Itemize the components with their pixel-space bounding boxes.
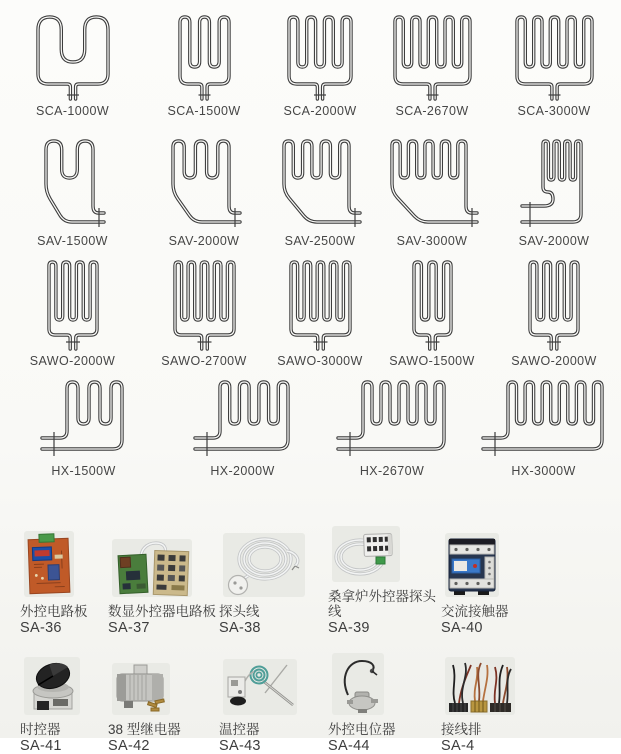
heater-model-label: SAV-3000W [396, 234, 468, 248]
heater-item [167, 370, 318, 478]
component-code-label: SA-38 [219, 620, 261, 636]
controller-probe-cable-image [332, 526, 400, 582]
component-row-1 [0, 502, 621, 636]
component-item [20, 502, 108, 636]
heater-item [263, 252, 377, 368]
heater-item [377, 126, 487, 248]
component-photo [445, 657, 515, 715]
heater-row-sav [0, 126, 621, 252]
heater-item [0, 126, 145, 248]
heater-model-label: SCA-2000W [283, 104, 357, 118]
heater-item [377, 252, 487, 368]
heater-item [487, 6, 621, 118]
heater-model-label: SCA-2670W [395, 104, 469, 118]
component-section [0, 480, 621, 754]
component-item [108, 636, 219, 754]
component-photo [24, 531, 74, 597]
heater-model-label: SAV-2000W [518, 234, 590, 248]
component-code-label: SA-44 [328, 738, 370, 754]
component-photo [24, 657, 80, 715]
heater-item [487, 126, 621, 248]
component-code-label: SA-39 [328, 620, 370, 636]
component-item [328, 636, 441, 754]
component-name-label: 接线排 [441, 722, 482, 737]
heater-model-label: HX-2000W [210, 464, 275, 478]
component-name-label: 38 型继电器 [108, 722, 181, 737]
heating-element-drawing [45, 258, 101, 350]
heater-model-label: SAWO-2000W [29, 354, 116, 368]
component-name-label: 时控器 [20, 722, 61, 737]
heater-item [263, 126, 377, 248]
heating-element-drawing [521, 136, 587, 230]
heating-element-drawing [526, 258, 582, 350]
heater-model-label: SAWO-1500W [389, 354, 475, 368]
heating-element-drawing [194, 378, 292, 460]
relay-image [112, 663, 170, 715]
ac-contactor-image [445, 533, 499, 597]
component-item [219, 502, 328, 636]
heater-model-label: HX-1500W [51, 464, 116, 478]
component-name-label: 外控电位器 [328, 722, 396, 737]
heater-row-hx [0, 370, 621, 480]
heater-model-label: SAWO-2700W [161, 354, 247, 368]
component-name-label: 交流接触器 [441, 604, 509, 619]
heating-element-drawing [511, 12, 598, 100]
component-row-2 [0, 636, 621, 754]
heater-model-label: HX-3000W [511, 464, 576, 478]
heater-item [318, 370, 466, 478]
heater-model-label: SCA-3000W [517, 104, 591, 118]
heating-element-drawing [31, 12, 115, 100]
heating-element-drawing [41, 136, 105, 230]
heater-item [145, 126, 263, 248]
component-photo [332, 653, 384, 715]
heater-item [0, 252, 145, 368]
heater-row-sawo [0, 252, 621, 370]
heating-element-drawing [389, 12, 476, 100]
component-item [328, 502, 441, 636]
heating-element-drawing [337, 378, 448, 460]
component-name-label: 数显外控器电路板 [108, 604, 216, 619]
heater-model-label: SAV-2500W [284, 234, 356, 248]
heater-model-label: SCA-1500W [167, 104, 241, 118]
heating-element-drawing [287, 258, 354, 350]
component-name-label: 探头线 [219, 604, 260, 619]
heating-element-drawing [171, 258, 238, 350]
terminal-strip-image [445, 657, 515, 715]
heating-element-drawing [410, 258, 455, 350]
circuit-board-orange-image [24, 531, 74, 597]
component-photo [223, 659, 297, 715]
component-code-label: SA-4 [441, 738, 475, 754]
heater-item [377, 6, 487, 118]
heater-model-label: HX-2670W [359, 464, 425, 478]
component-photo [445, 533, 499, 597]
heater-item [263, 6, 377, 118]
component-photo [112, 663, 170, 715]
component-photo [332, 526, 400, 582]
heating-element-drawing [41, 378, 126, 460]
component-item [20, 636, 108, 754]
component-item [441, 636, 621, 754]
heater-item [145, 6, 263, 118]
heater-item [0, 370, 167, 478]
potentiometer-image [332, 653, 384, 715]
heater-model-label: SCA-1000W [35, 104, 110, 118]
component-photo [112, 539, 192, 597]
component-code-label: SA-43 [219, 738, 261, 754]
heater-item [0, 6, 145, 118]
heating-element-drawing [174, 12, 235, 100]
component-item [219, 636, 328, 754]
heating-element-drawing [387, 136, 478, 230]
component-name-label: 温控器 [219, 722, 260, 737]
component-name-label: 外控电路板 [20, 604, 88, 619]
heater-model-label: SAV-1500W [37, 234, 108, 248]
component-code-label: SA-40 [441, 620, 483, 636]
component-name-label: 桑拿炉外控器探头线 [328, 589, 436, 619]
heater-item [466, 370, 621, 478]
heater-row-sca [0, 6, 621, 126]
heating-element-drawing [283, 12, 357, 100]
heating-element-drawing [279, 136, 361, 230]
component-code-label: SA-41 [20, 738, 62, 754]
component-code-label: SA-36 [20, 620, 62, 636]
heater-model-label: SAWO-2000W [511, 354, 597, 368]
component-item [108, 502, 219, 636]
heater-model-label: SAWO-3000W [277, 354, 363, 368]
probe-cable-image [223, 533, 305, 597]
circuit-boards-pair-image [112, 539, 192, 597]
component-photo [223, 533, 305, 597]
heating-element-drawing [482, 378, 606, 460]
component-item [441, 502, 621, 636]
heater-model-label: SAV-2000W [168, 234, 240, 248]
component-code-label: SA-37 [108, 620, 150, 636]
heater-item [487, 252, 621, 368]
thermostat-image [223, 659, 297, 715]
heating-element-drawing [168, 136, 241, 230]
component-code-label: SA-42 [108, 738, 150, 754]
timer-image [24, 657, 80, 715]
heater-item [145, 252, 263, 368]
